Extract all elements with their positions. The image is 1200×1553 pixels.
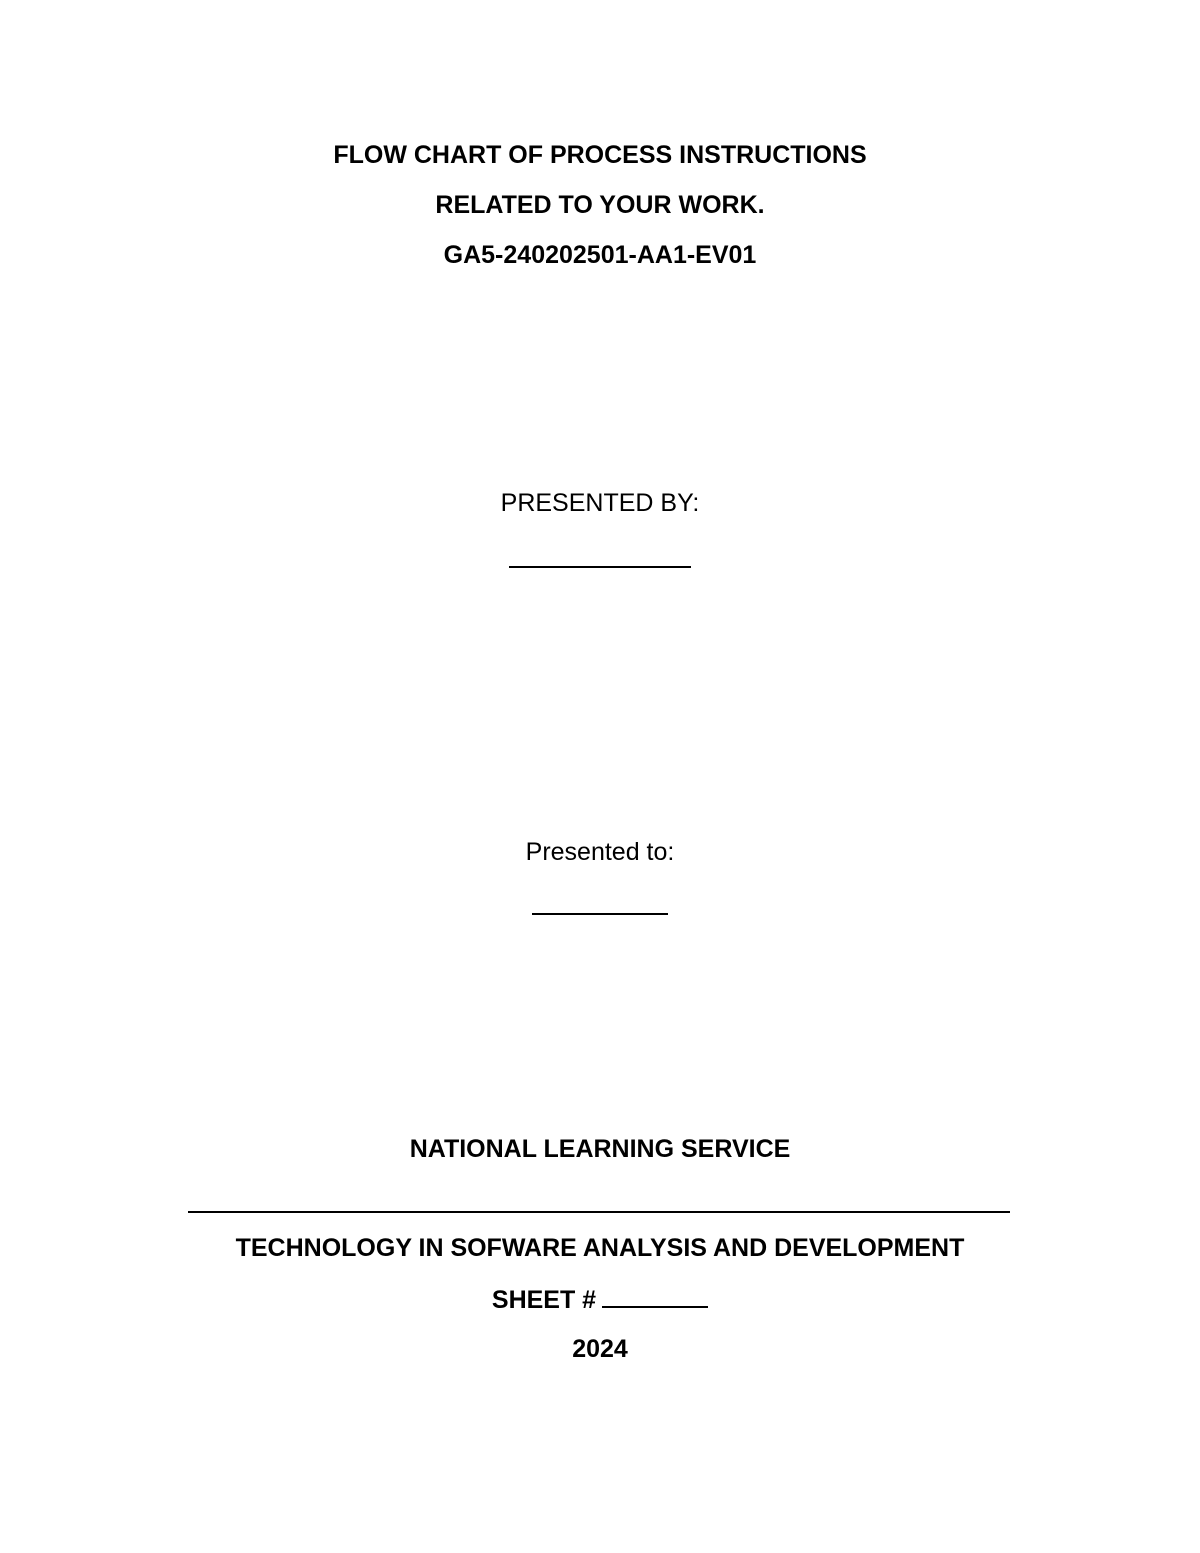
sheet-number-blank — [602, 1284, 708, 1308]
title-line-1: FLOW CHART OF PROCESS INSTRUCTIONS — [333, 141, 867, 169]
document-code: GA5-240202501-AA1-EV01 — [443, 241, 757, 269]
presented-to-blank — [532, 913, 668, 915]
sheet-label: SHEET # — [491, 1286, 597, 1314]
institution-divider — [188, 1211, 1010, 1213]
title-line-2: RELATED TO YOUR WORK. — [435, 191, 765, 219]
sheet-line — [0, 1284, 1200, 1315]
presented-by-blank — [509, 566, 691, 568]
institution-name: NATIONAL LEARNING SERVICE — [409, 1135, 791, 1163]
presented-to-label: Presented to: — [525, 838, 675, 866]
presented-by-label: PRESENTED BY: — [500, 489, 700, 517]
program-name: TECHNOLOGY IN SOFWARE ANALYSIS AND DEVELOPMENT — [235, 1234, 965, 1262]
year: 2024 — [572, 1335, 628, 1363]
